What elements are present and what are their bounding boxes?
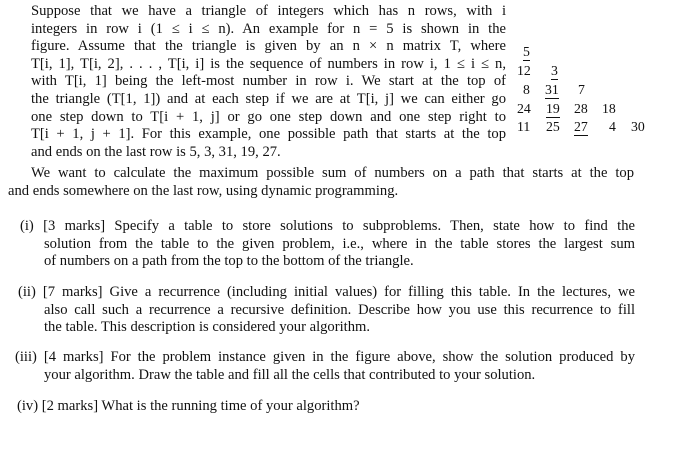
triangle-cell: 11 [517,119,531,134]
triangle-cell: 27 [574,119,588,134]
intro-line: Suppose that we have a triangle of integers which has n rows, with i [31,3,506,19]
intro-line: and ends on the last row is 5, 3, 31, 19, 27. [31,143,281,160]
triangle-cell: 31 [545,82,559,97]
intro-line: one step down to T[i + 1, j] or go one step down and one step right to [31,108,506,125]
intro-line: figure. Assume that the triangle is given by an n × n matrix T, where [31,38,506,55]
question-line: of numbers on a path from the top to the bottom of the triangle. [44,253,414,270]
question-1 [20,218,635,271]
intro-line: T[i, 1], T[i, 2], . . . , T[i, i] is the sequence of numbers in row i, 1 ≤ i ≤ n, [31,55,506,72]
question-line: solution from the table to the given problem, i.e., where in the table stores the largest sum [44,235,635,252]
question-2 [18,284,635,337]
triangle-cell: 30 [631,119,645,134]
question-4 [17,398,635,416]
intro-line: integers in row i (1 ≤ i ≤ n). An example for n = 5 is shown in the [31,20,506,37]
question-line: the table. This description is considered your algorithm. [44,319,370,336]
task-line: and ends somewhere on the last row, using dynamic programming. [8,182,399,199]
task-paragraph [8,165,634,200]
triangle-cell: 24 [517,101,531,116]
intro-line: T[i + 1, j + 1]. For this example, one possible path that starts at the top [31,126,506,143]
triangle-cell: 12 [517,63,531,78]
triangle-cell: 8 [523,82,530,97]
task-line: We want to calculate the maximum possible sum of numbers on a path that starts at the top [31,165,634,181]
question-line: (i) [3 marks] Specify a table to store solutions to subproblems. Then, state how to find the [20,218,635,234]
question-3 [15,349,635,384]
intro-line: with T[i, 1] being the left-most number in row i. We start at the top of [31,73,506,90]
intro-line: the triangle (T[1, 1]) and at each step if we are at T[i, j] we can either go [31,90,506,107]
question-line: also call such a recurrence a recursive definition. Describe how you use this recurrence to fill [44,301,635,318]
triangle-cell: 25 [546,119,560,134]
question-line: (iii) [4 marks] For the problem instance given in the figure above, show the solution produced by [15,349,635,365]
triangle-cell: 18 [602,101,616,116]
triangle-cell: 5 [523,44,530,59]
triangle-cell: 7 [578,82,585,97]
triangle-cell: 4 [609,119,616,134]
question-line: (ii) [7 marks] Give a recurrence (including initial values) for filling this table. In the lectures, we [18,284,635,300]
triangle-cell: 3 [551,63,558,78]
triangle-cell: 28 [574,101,588,116]
triangle-figure [512,44,682,164]
intro-paragraph [31,3,506,161]
question-line: (iv) [2 marks] What is the running time of your algorithm? [17,398,360,414]
triangle-cell: 19 [546,101,560,116]
question-line: your algorithm. Draw the table and fill all the cells that contributed to your solution. [44,366,536,383]
